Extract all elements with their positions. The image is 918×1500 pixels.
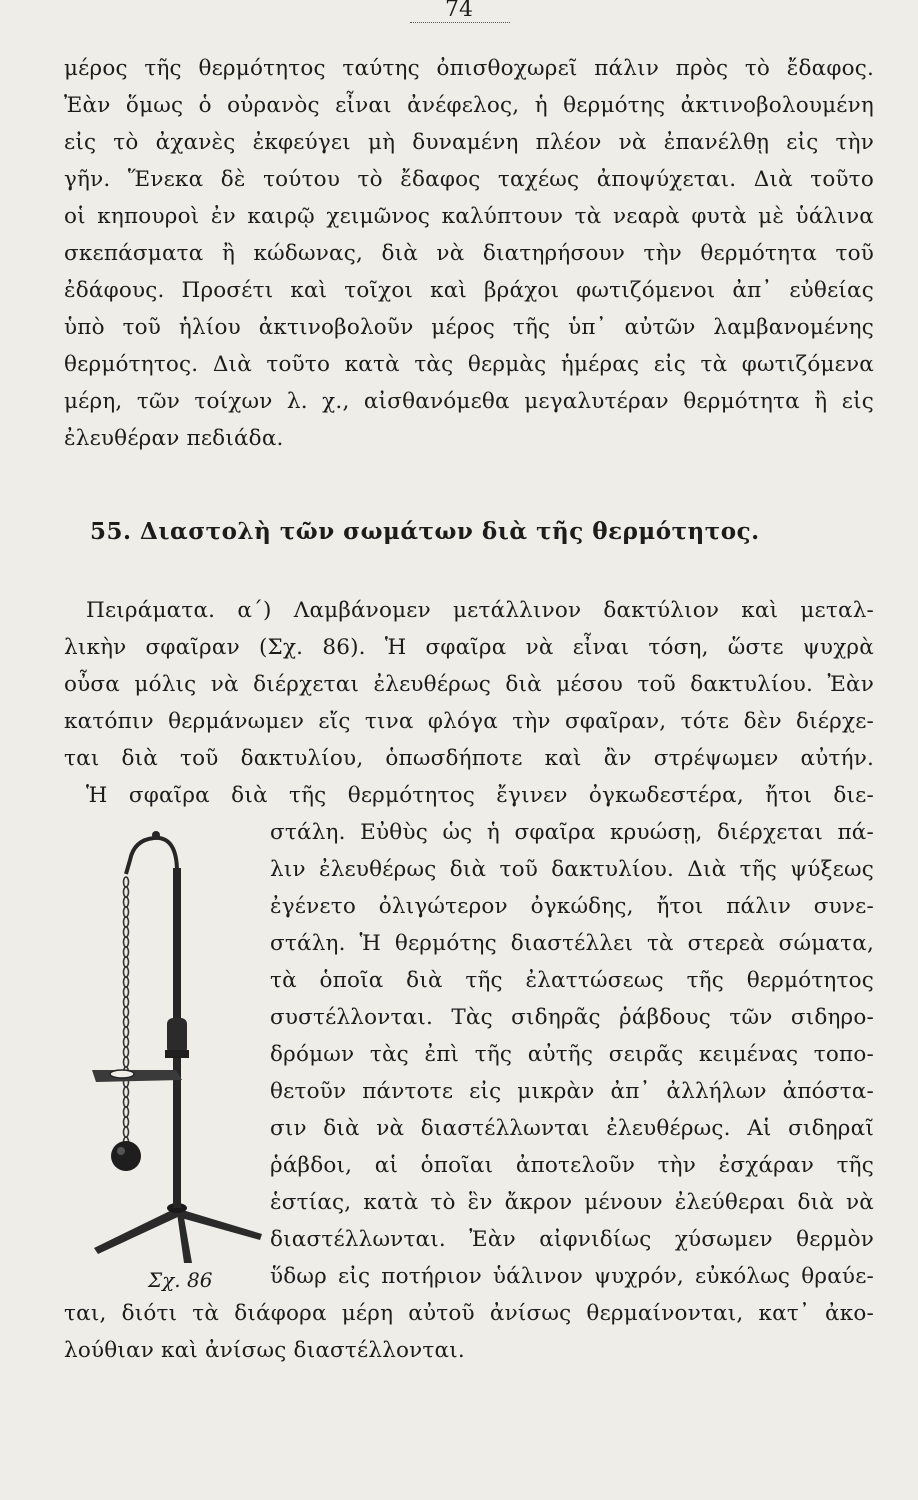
text-line: μέρη, τῶν τοίχων λ. χ., αἰσθανόμεθα μεγαλυτέραν θερμότητα ἢ εἰς [64, 389, 874, 414]
text-line: ται, διότι τὰ διάφορα μέρη αὐτοῦ ἀνίσως θερμαίνονται, κατ᾽ ἀκο- [64, 1301, 874, 1326]
text-line: ται διὰ τοῦ δακτυλίου, ὁπωσδήποτε καὶ ἂν στρέψωμεν αὐτήν. [64, 746, 874, 771]
text-line: ἑστίας, κατὰ τὸ ἓν ἄκρον μένουν ἐλεύθεραι διὰ νὰ [270, 1190, 874, 1215]
text-line: θερμότητος. Διὰ τοῦτο κατὰ τὰς θερμὰς ἡμέρας εἰς τὰ φωτιζόμενα [64, 352, 874, 377]
text-line: οἱ κηπουροὶ ἐν καιρῷ χειμῶνος καλύπτουν τὰ νεαρὰ φυτὰ μὲ ὑάλινα [64, 204, 874, 229]
text-line: Ἡ σφαῖρα διὰ τῆς θερμότητος ἔγινεν ὀγκωδεστέρα, ἤτοι διε- [86, 783, 874, 808]
text-line: ἐλευθέραν πεδιάδα. [64, 426, 284, 451]
text-line: στάλη. Ἡ θερμότης διαστέλλει τὰ στερεὰ σώματα, [270, 931, 874, 956]
text-line: λικὴν σφαῖραν (Σχ. 86). Ἡ σφαῖρα νὰ εἶναι τόση, ὥστε ψυχρὰ [64, 635, 874, 660]
text-line: γῆν. Ἕνεκα δὲ τούτου τὸ ἔδαφος ταχέως ἀποψύχεται. Διὰ τοῦτο [64, 167, 874, 192]
figure-caption: Σχ. 86 [148, 1268, 213, 1292]
text-line: ῥάβδοι, αἱ ὁποῖαι ἀποτελοῦν τὴν ἐσχάραν τῆς [270, 1153, 874, 1178]
text-line: λούθιαν καὶ ἀνίσως διαστέλλονται. [64, 1338, 465, 1363]
header-rule [410, 22, 510, 23]
text-line: κατόπιν θερμάνωμεν εἴς τινα φλόγα τὴν σφαῖραν, τότε δὲν διέρχε- [64, 709, 874, 734]
text-line: δρόμων τὰς ἐπὶ τῆς αὐτῆς σειρᾶς κειμένας τοπο- [270, 1042, 874, 1067]
text-line: Πειράματα. α΄) Λαμβάνομεν μετάλλινον δακτύλιον καὶ μεταλ- [86, 598, 874, 623]
text-line: σκεπάσματα ἢ κώδωνας, διὰ νὰ διατηρήσουν τὴν θερμότητα τοῦ [64, 241, 874, 266]
paragraph-heat-radiation [64, 50, 874, 457]
section-heading: 55. Διαστολὴ τῶν σωμάτων διὰ τῆς θερμότητος. [90, 518, 760, 545]
text-line: οὖσα μόλις νὰ διέρχεται ἐλευθέρως διὰ μέσου τοῦ δακτυλίου. Ἐὰν [64, 672, 874, 697]
text-line: ὕδωρ εἰς ποτήριον ὑάλινον ψυχρόν, εὐκόλως θραύε- [270, 1264, 874, 1289]
text-line: λιν ἐλευθέρως διὰ τοῦ δακτυλίου. Διὰ τῆς ψύξεως [270, 857, 874, 882]
text-line: ὑπὸ τοῦ ἡλίου ἀκτινοβολοῦν μέρος τῆς ὑπ᾽ αὐτῶν λαμβανομένης [64, 315, 874, 340]
page-number: 74 [445, 0, 473, 18]
text-line: τὰ ὁποῖα διὰ τῆς ἐλαττώσεως τῆς θερμότητος [270, 968, 874, 993]
text-line: ἐγένετο ὀλιγώτερον ὀγκώδης, ἤτοι πάλιν συνε- [270, 894, 874, 919]
text-line: διαστέλλωνται. Ἐὰν αἰφνιδίως χύσωμεν θερμὸν [270, 1227, 874, 1252]
text-line: σιν διὰ νὰ διαστέλλωνται ἐλευθέρως. Αἱ σιδηραῖ [270, 1116, 874, 1141]
text-line: θετοῦν πάντοτε εἰς μικρὰν ἀπ᾽ ἀλλήλων ἀπόστα- [270, 1079, 874, 1104]
text-line: μέρος τῆς θερμότητος ταύτης ὀπισθοχωρεῖ πάλιν πρὸς τὸ ἔδαφος. [64, 56, 874, 81]
text-line: στάλη. Εὐθὺς ὡς ἡ σφαῖρα κρυώσῃ, διέρχεται πά- [270, 820, 874, 845]
text-line: εἰς τὸ ἀχανὲς ἐκφεύγει μὴ δυναμένη πλέον νὰ ἐπανέλθῃ εἰς τὴν [64, 130, 874, 155]
ring-ball-apparatus-illustration [64, 808, 264, 1288]
text-line: ἐδάφους. Προσέτι καὶ τοῖχοι καὶ βράχοι φωτιζόμενοι ἀπ᾽ εὐθείας [64, 278, 874, 303]
text-line: συστέλλονται. Τὰς σιδηρᾶς ῥάβδους τῶν σιδηρο- [270, 1005, 874, 1030]
figure-ring-and-ball [64, 808, 264, 1288]
text-line: Ἐὰν ὅμως ὁ οὐρανὸς εἶναι ἀνέφελος, ἡ θερμότης ἀκτινοβολουμένη [64, 93, 874, 118]
